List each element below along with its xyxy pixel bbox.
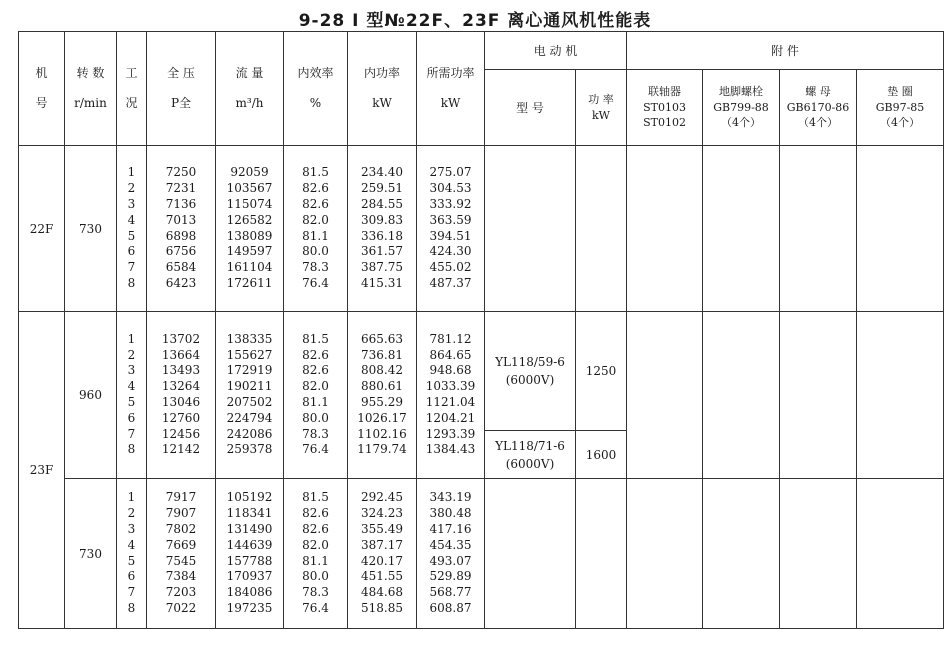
- anchor-bolt-cell: [703, 479, 780, 629]
- value-cell: 242086: [226, 426, 273, 441]
- value-cell: 736.81: [361, 347, 403, 362]
- washer-cell: [857, 146, 944, 312]
- value-cell: 1384.43: [425, 442, 476, 457]
- speed-cell: 960: [65, 312, 117, 479]
- anchor-bolt-cell: [703, 312, 780, 479]
- header-accessories: 附 件: [627, 32, 944, 70]
- value-cell: 7022: [165, 600, 197, 615]
- value-cell: 1204.21: [425, 410, 476, 425]
- value-cell: 309.83: [361, 212, 403, 227]
- value-cell: 82.6: [302, 347, 329, 362]
- value-cell: 387.17: [361, 537, 403, 552]
- value-cell: 81.5: [302, 165, 329, 180]
- flow-cell: [216, 146, 284, 312]
- value-cell: 155627: [226, 347, 273, 362]
- table-row-23f-960: [19, 312, 944, 479]
- header-required-power: 所需功率 kW: [417, 32, 485, 146]
- value-cell: 103567: [226, 181, 273, 196]
- value-cell: 7907: [165, 506, 197, 521]
- flow-cell: [216, 312, 284, 479]
- value-cell: 6: [127, 569, 136, 584]
- value-cell: 224794: [226, 410, 273, 425]
- coupling-cell: [627, 312, 703, 479]
- efficiency-cell: [284, 146, 348, 312]
- value-cell: 8: [127, 442, 136, 457]
- value-cell: 6898: [165, 228, 197, 243]
- motor-power-1: 1250: [585, 364, 617, 378]
- value-cell: 7669: [165, 537, 197, 552]
- value-cell: 275.07: [429, 165, 472, 180]
- value-cell: 190211: [226, 379, 273, 394]
- coupling-cell: [627, 479, 703, 629]
- value-cell: 76.4: [302, 442, 329, 457]
- washer-cell: [857, 479, 944, 629]
- value-cell: 363.59: [429, 212, 472, 227]
- value-cell: 1026.17: [357, 410, 407, 425]
- value-cell: 157788: [226, 553, 273, 568]
- value-cell: 451.55: [361, 569, 403, 584]
- value-cell: 13493: [161, 363, 201, 378]
- value-cell: 7136: [165, 196, 197, 211]
- value-cell: 7: [127, 260, 136, 275]
- value-cell: 454.35: [429, 537, 472, 552]
- value-cell: 105192: [226, 490, 273, 505]
- flow-cell: [216, 479, 284, 629]
- value-cell: 1121.04: [425, 395, 476, 409]
- header-speed: 转 数 r/min: [65, 32, 117, 146]
- speed-cell: 730: [65, 479, 117, 629]
- value-cell: 1: [127, 490, 136, 505]
- value-cell: 118341: [226, 506, 273, 521]
- header-anchor-bolt: 地脚螺栓 GB799-88 （4个）: [703, 70, 780, 146]
- value-cell: 6584: [165, 260, 197, 275]
- value-cell: 92059: [230, 165, 269, 180]
- pressure-cell: [147, 146, 216, 312]
- value-cell: 380.48: [429, 506, 472, 521]
- value-cell: 7203: [165, 585, 197, 600]
- value-cell: 172919: [226, 363, 273, 378]
- value-cell: 6423: [165, 275, 197, 290]
- value-cell: 284.55: [361, 196, 403, 211]
- header-coupling: 联轴器 ST0103 ST0102: [627, 70, 703, 146]
- value-cell: 82.6: [302, 506, 329, 521]
- value-cell: 12760: [161, 410, 201, 425]
- value-cell: 207502: [226, 395, 273, 409]
- value-cell: 184086: [226, 585, 273, 600]
- value-cell: 484.68: [361, 585, 403, 600]
- condition-cell: [117, 146, 147, 312]
- value-cell: 170937: [226, 569, 273, 584]
- value-cell: 880.61: [361, 379, 403, 394]
- motor-power-cell: [576, 312, 627, 479]
- value-cell: 304.53: [429, 181, 472, 196]
- value-cell: 78.3: [302, 260, 329, 275]
- value-cell: 864.65: [429, 347, 472, 362]
- pressure-cell: [147, 312, 216, 479]
- internal-power-cell: [348, 312, 417, 479]
- value-cell: 6756: [165, 244, 197, 259]
- nut-cell: [780, 479, 857, 629]
- value-cell: 455.02: [429, 260, 472, 275]
- header-row-top: [19, 32, 944, 70]
- value-cell: 333.92: [429, 196, 472, 211]
- value-cell: 12456: [161, 426, 201, 441]
- value-cell: 234.40: [361, 165, 403, 180]
- value-cell: 7917: [165, 490, 197, 505]
- value-cell: 7231: [165, 181, 197, 196]
- machine-cell: 23F: [19, 312, 65, 629]
- header-motor-power: 功 率 kW: [576, 70, 627, 146]
- value-cell: 5: [127, 553, 136, 568]
- value-cell: 126582: [226, 212, 273, 227]
- performance-table: [18, 31, 944, 629]
- internal-power-cell: [348, 146, 417, 312]
- motor-model-cell: [485, 312, 576, 479]
- value-cell: 7802: [165, 521, 197, 536]
- value-cell: 529.89: [429, 569, 472, 584]
- value-cell: 82.6: [302, 196, 329, 211]
- value-cell: 7384: [165, 569, 197, 584]
- value-cell: 5: [127, 228, 136, 243]
- value-cell: 6: [127, 244, 136, 259]
- value-cell: 2: [127, 506, 136, 521]
- value-cell: 424.30: [429, 244, 472, 259]
- value-cell: 4: [127, 212, 136, 227]
- washer-cell: [857, 312, 944, 479]
- value-cell: 172611: [226, 275, 273, 290]
- value-cell: 387.75: [361, 260, 403, 275]
- condition-cell: [117, 312, 147, 479]
- header-machine-no: 机 号: [19, 32, 65, 146]
- value-cell: 1102.16: [357, 426, 407, 441]
- value-cell: 8: [127, 275, 136, 290]
- value-cell: 138089: [226, 228, 273, 243]
- nut-cell: [780, 312, 857, 479]
- value-cell: 81.1: [302, 228, 329, 243]
- value-cell: 81.1: [302, 553, 329, 568]
- header-total-pressure: 全 压 P全: [147, 32, 216, 146]
- value-cell: 7013: [165, 212, 197, 227]
- motor-power-cell: [576, 146, 627, 312]
- value-cell: 78.3: [302, 585, 329, 600]
- table-row-22f-730: [19, 146, 944, 312]
- value-cell: 336.18: [361, 228, 403, 243]
- header-internal-power: 内功率 kW: [348, 32, 417, 146]
- header-washer: 垫 圈 GB97-85 （4个）: [857, 70, 944, 146]
- value-cell: 131490: [226, 521, 273, 536]
- value-cell: 5: [127, 395, 136, 409]
- value-cell: 13702: [161, 331, 201, 346]
- value-cell: 355.49: [361, 521, 403, 536]
- value-cell: 7: [127, 585, 136, 600]
- value-cell: 149597: [226, 244, 273, 259]
- efficiency-cell: [284, 312, 348, 479]
- internal-power-cell: [348, 479, 417, 629]
- value-cell: 7250: [165, 165, 197, 180]
- value-cell: 144639: [226, 537, 273, 552]
- value-cell: 3: [127, 196, 136, 211]
- anchor-bolt-cell: [703, 146, 780, 312]
- efficiency-cell: [284, 479, 348, 629]
- motor-model-cell: [485, 146, 576, 312]
- value-cell: 568.77: [429, 585, 472, 600]
- value-cell: 13664: [161, 347, 201, 362]
- value-cell: 80.0: [302, 410, 329, 425]
- value-cell: 1: [127, 331, 136, 346]
- value-cell: 415.31: [361, 275, 403, 290]
- value-cell: 82.6: [302, 181, 329, 196]
- motor-power-2: 1600: [576, 430, 626, 478]
- value-cell: 1033.39: [425, 379, 476, 394]
- value-cell: 1: [127, 165, 136, 180]
- value-cell: 76.4: [302, 600, 329, 615]
- header-internal-efficiency: 内效率 %: [284, 32, 348, 146]
- required-power-cell: [417, 479, 485, 629]
- header-condition: 工 况: [117, 32, 147, 146]
- header-motor-model: 型 号: [485, 70, 576, 146]
- value-cell: 1179.74: [357, 442, 407, 457]
- condition-cell: [117, 479, 147, 629]
- value-cell: 76.4: [302, 275, 329, 290]
- value-cell: 81.1: [302, 395, 329, 409]
- value-cell: 955.29: [361, 395, 403, 409]
- value-cell: 138335: [226, 331, 273, 346]
- header-flow: 流 量 m³/h: [216, 32, 284, 146]
- machine-cell: 22F: [19, 146, 65, 312]
- value-cell: 4: [127, 379, 136, 394]
- value-cell: 78.3: [302, 426, 329, 441]
- value-cell: 361.57: [361, 244, 403, 259]
- value-cell: 493.07: [429, 553, 472, 568]
- value-cell: 394.51: [429, 228, 472, 243]
- value-cell: 2: [127, 181, 136, 196]
- table-row-23f-730: [19, 479, 944, 629]
- value-cell: 665.63: [361, 331, 403, 346]
- value-cell: 3: [127, 363, 136, 378]
- header-nut: 螺 母 GB6170-86 （4个）: [780, 70, 857, 146]
- value-cell: 82.0: [302, 379, 329, 394]
- value-cell: 487.37: [429, 275, 472, 290]
- header-motor: 电 动 机: [485, 32, 627, 70]
- required-power-cell: [417, 146, 485, 312]
- value-cell: 6: [127, 410, 136, 425]
- value-cell: 80.0: [302, 244, 329, 259]
- value-cell: 343.19: [429, 490, 472, 505]
- motor-model-2: YL118/71-6 (6000V): [485, 430, 575, 478]
- value-cell: 197235: [226, 600, 273, 615]
- value-cell: 82.6: [302, 521, 329, 536]
- value-cell: 259.51: [361, 181, 403, 196]
- pressure-cell: [147, 479, 216, 629]
- value-cell: 292.45: [361, 490, 403, 505]
- value-cell: 781.12: [429, 331, 472, 346]
- value-cell: 8: [127, 600, 136, 615]
- value-cell: 808.42: [361, 363, 403, 378]
- value-cell: 7545: [165, 553, 197, 568]
- value-cell: 13264: [161, 379, 201, 394]
- value-cell: 81.5: [302, 490, 329, 505]
- motor-power-cell: [576, 479, 627, 629]
- required-power-cell: [417, 312, 485, 479]
- nut-cell: [780, 146, 857, 312]
- value-cell: 608.87: [429, 600, 472, 615]
- value-cell: 80.0: [302, 569, 329, 584]
- value-cell: 1293.39: [425, 426, 476, 441]
- speed-cell: 730: [65, 146, 117, 312]
- value-cell: 518.85: [361, 600, 403, 615]
- value-cell: 948.68: [429, 363, 472, 378]
- motor-model-cell: [485, 479, 576, 629]
- value-cell: 259378: [226, 442, 273, 457]
- value-cell: 417.16: [429, 521, 472, 536]
- value-cell: 115074: [226, 196, 273, 211]
- value-cell: 12142: [161, 442, 201, 457]
- value-cell: 82.0: [302, 537, 329, 552]
- value-cell: 420.17: [361, 553, 403, 568]
- value-cell: 82.0: [302, 212, 329, 227]
- value-cell: 3: [127, 521, 136, 536]
- value-cell: 161104: [226, 260, 273, 275]
- value-cell: 4: [127, 537, 136, 552]
- value-cell: 81.5: [302, 331, 329, 346]
- value-cell: 324.23: [361, 506, 403, 521]
- page-title: 9-28 Ⅰ 型№22F、23F 离心通风机性能表: [298, 11, 652, 31]
- value-cell: 82.6: [302, 363, 329, 378]
- value-cell: 13046: [161, 395, 201, 409]
- value-cell: 7: [127, 426, 136, 441]
- motor-model-1: YL118/59-6 (6000V): [495, 355, 565, 387]
- coupling-cell: [627, 146, 703, 312]
- value-cell: 2: [127, 347, 136, 362]
